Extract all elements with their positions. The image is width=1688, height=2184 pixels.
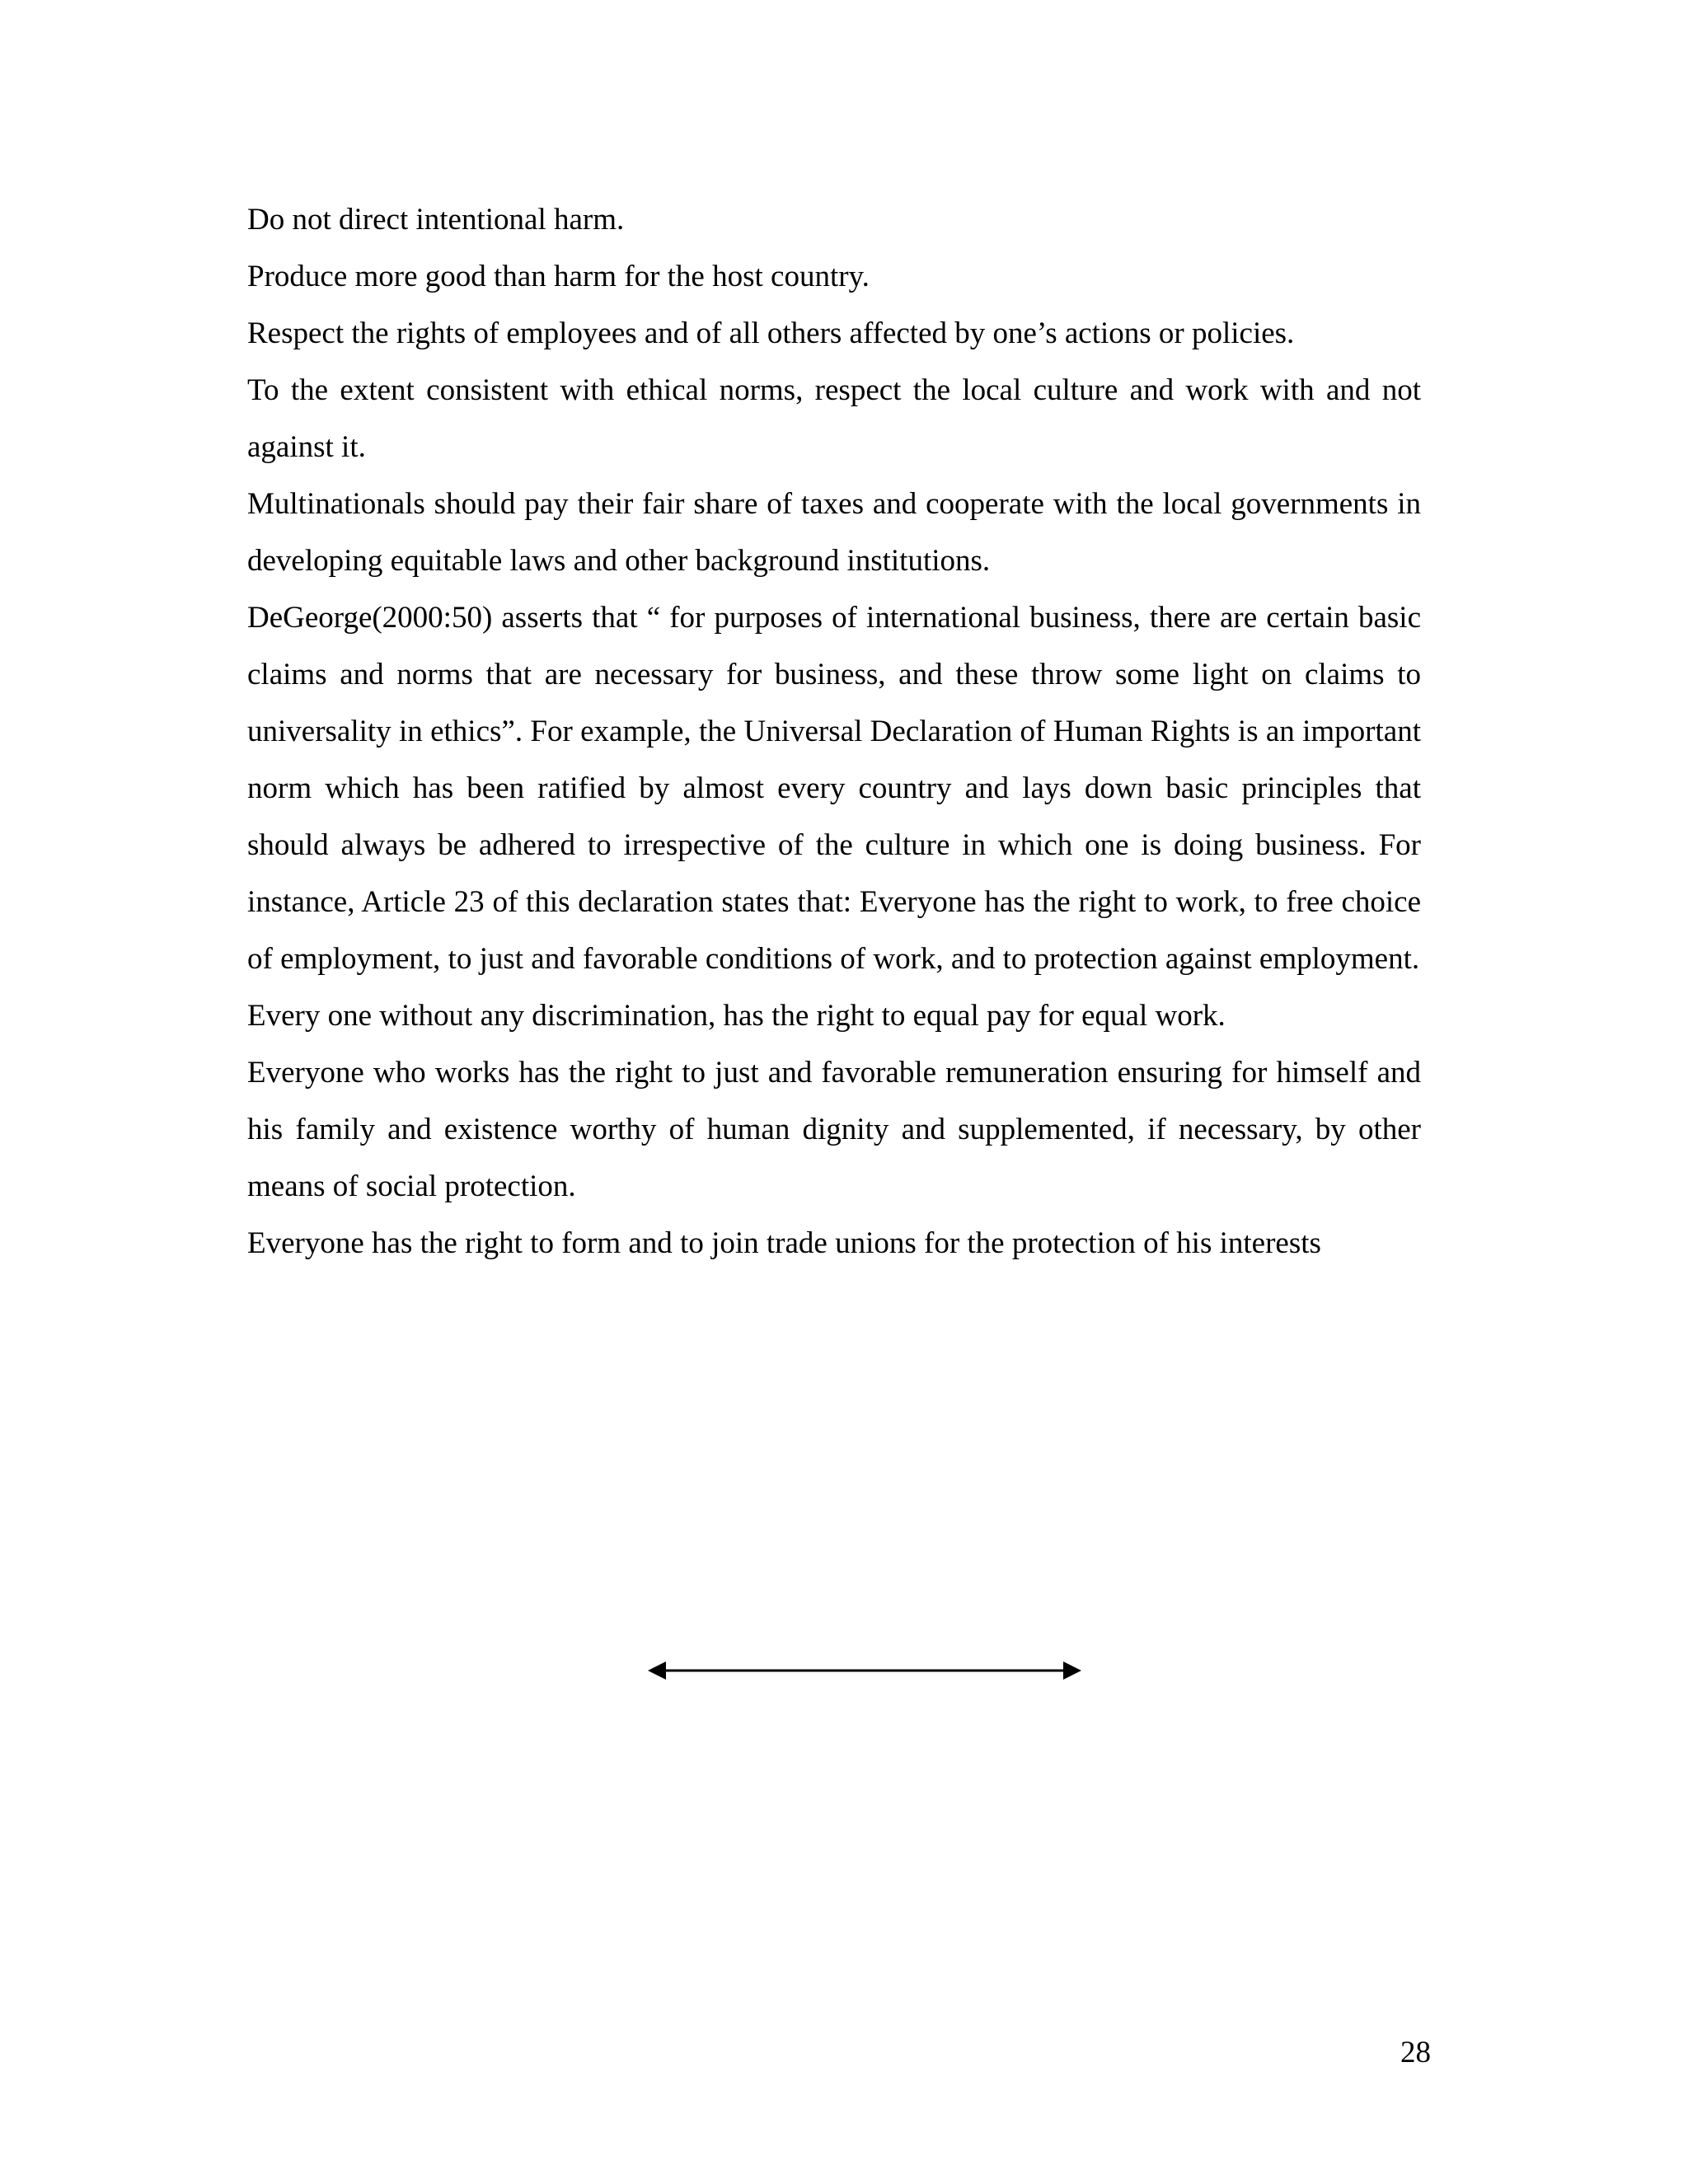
- paragraph-favorable-remuneration: Everyone who works has the right to just and favorable remuneration ensuring for himself and his family and existence worthy of human dignity and supplemented, if necessary, by other means of social protection.: [247, 1056, 1421, 1203]
- paragraph-more-good-than-harm: Produce more good than harm for the host country.: [247, 260, 870, 293]
- paragraph-equal-pay: Every one without any discrimination, has the right to equal pay for equal work.: [247, 999, 1226, 1033]
- double-headed-arrow-icon: [648, 1658, 1081, 1683]
- page-number: 28: [1400, 2036, 1431, 2069]
- body-text: [247, 191, 1421, 1272]
- paragraph-trade-unions: Everyone has the right to form and to join trade unions for the protection of his interests: [247, 1226, 1321, 1260]
- paragraph-respect-local-culture: To the extent consistent with ethical norms, respect the local culture and work with and not against it.: [247, 373, 1421, 464]
- paragraph-pay-fair-taxes: Multinationals should pay their fair share of taxes and cooperate with the local governments in developing equitable laws and other background institutions.: [247, 487, 1421, 578]
- paragraph-no-intentional-harm: Do not direct intentional harm.: [247, 203, 625, 237]
- paragraph-respect-rights: Respect the rights of employees and of all others affected by one’s actions or policies.: [247, 316, 1295, 350]
- paragraph-degeorge-quote: DeGeorge(2000:50) asserts that “ for purposes of international business, there are certain basic claims and norms that are necessary for business, and these throw some light on claims to universality in ethics”. For example, the Universal Declaration of Human Rights is an important norm which has been ratified by almost every country and lays down basic principles that should always be adhered to irrespective of the culture in which one is doing business. For instance, Article 23 of this declaration states that: Everyone has the right to work, to free choice of employment, to just and favorable conditions of work, and to protection against employment.: [247, 601, 1421, 976]
